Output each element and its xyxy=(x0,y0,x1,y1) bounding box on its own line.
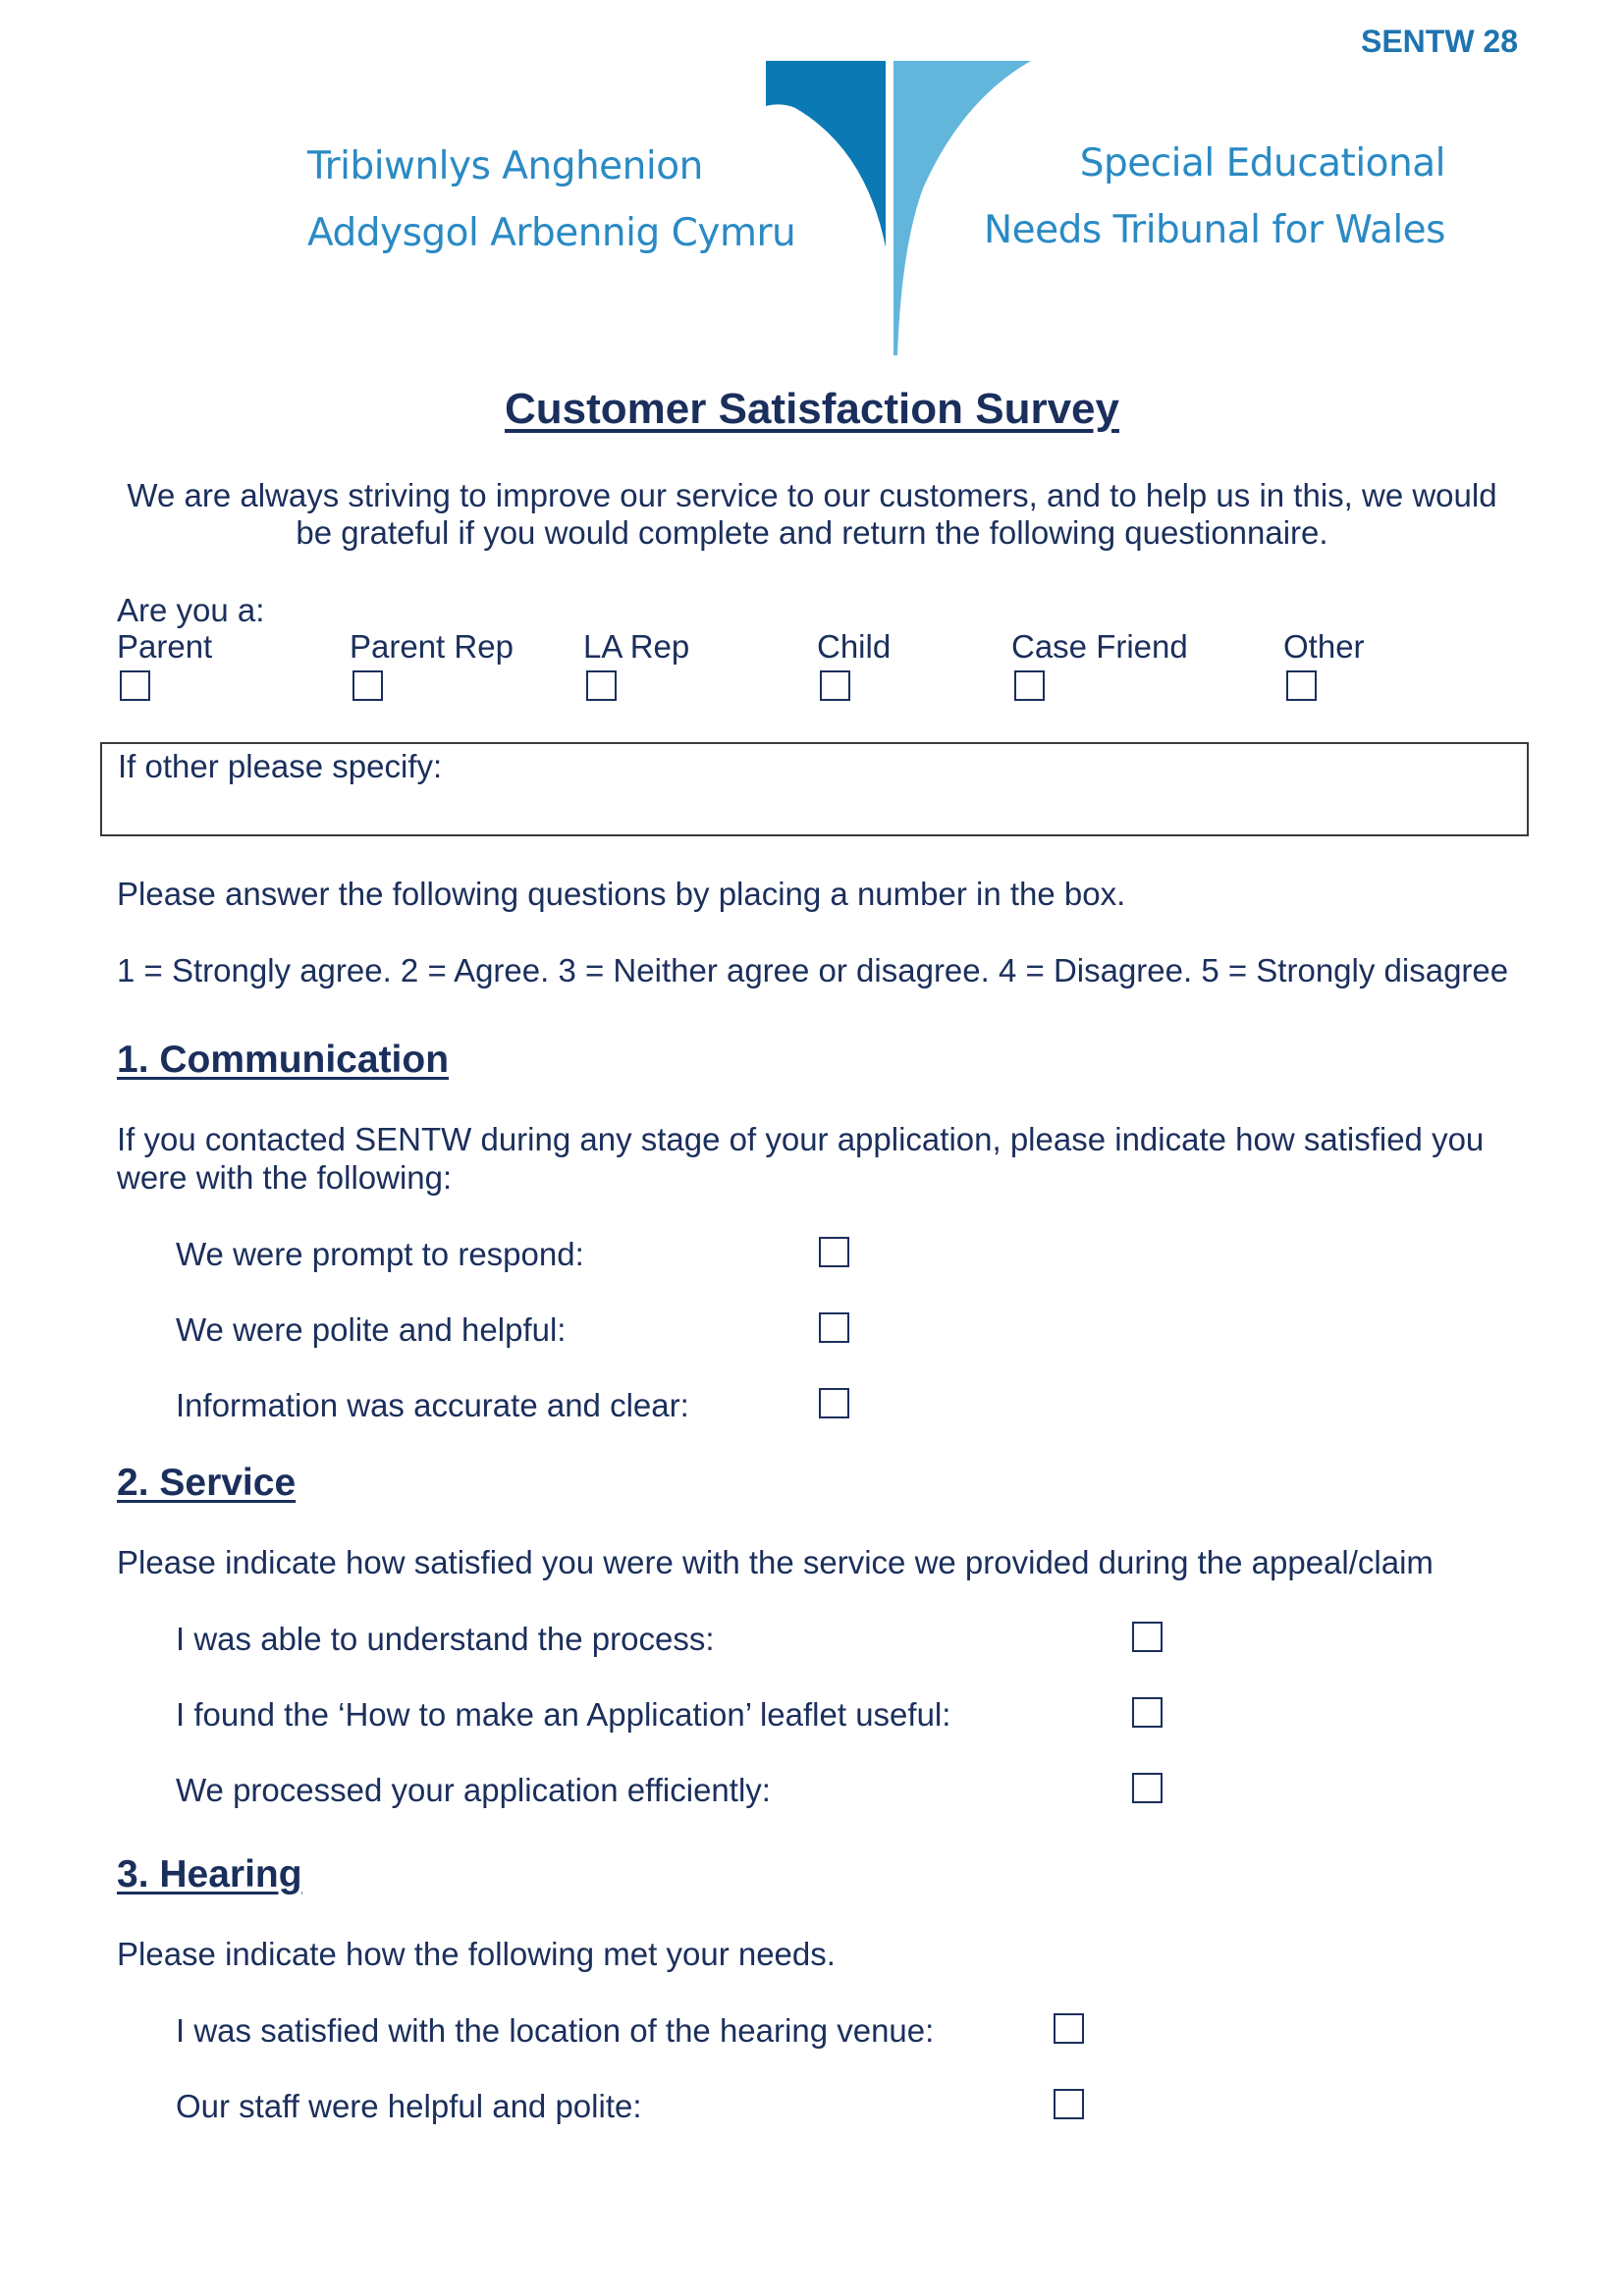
option-label-parent-rep: Parent Rep xyxy=(350,628,514,665)
logo-dark-shape xyxy=(766,61,886,247)
option-checkbox-la-rep[interactable] xyxy=(586,670,617,701)
communication-item-label: Information was accurate and clear: xyxy=(176,1387,689,1423)
option-checkbox-parent-rep[interactable] xyxy=(352,670,383,701)
communication-prompt-line-2: were with the following: xyxy=(117,1159,453,1196)
communication-rating-box-polite[interactable] xyxy=(819,1312,849,1343)
option-label-case-friend: Case Friend xyxy=(1011,628,1188,665)
hearing-rating-box-staff[interactable] xyxy=(1054,2089,1084,2119)
section-heading-service: 2. Service xyxy=(117,1462,297,1504)
instructions-text: Please answer the following questions by placing a number in the box. xyxy=(117,876,1126,912)
service-item-label: I was able to understand the process: xyxy=(176,1621,715,1657)
rating-scale: 1 = Strongly agree. 2 = Agree. 3 = Neither agree or disagree. 4 = Disagree. 5 = Strongly disagree xyxy=(117,952,1509,988)
org-name-english xyxy=(984,131,1445,264)
option-checkbox-parent[interactable] xyxy=(120,670,150,701)
option-checkbox-case-friend[interactable] xyxy=(1014,670,1045,701)
service-rating-box-efficiency[interactable] xyxy=(1132,1773,1163,1803)
service-item-label: We processed your application efficiently: xyxy=(176,1772,771,1808)
section-heading-hearing: 3. Hearing xyxy=(117,1853,302,1896)
communication-rating-box-information[interactable] xyxy=(819,1388,849,1418)
other-specify-box xyxy=(100,742,1529,836)
option-label-la-rep: LA Rep xyxy=(583,628,690,665)
intro-text xyxy=(98,477,1526,552)
org-name-welsh-line1: Tribiwnlys Anghenion xyxy=(307,144,703,188)
hearing-prompt: Please indicate how the following met your needs. xyxy=(117,1936,836,1972)
intro-line-2: be grateful if you would complete and return the following questionnaire. xyxy=(296,514,1328,551)
other-specify-label: If other please specify: xyxy=(118,748,443,784)
option-label-child: Child xyxy=(817,628,892,665)
intro-line-1: We are always striving to improve our service to our customers, and to help us in this, we would xyxy=(127,477,1497,513)
respondent-question: Are you a: xyxy=(117,592,265,628)
option-label-parent: Parent xyxy=(117,628,213,665)
communication-prompt-line-1: If you contacted SENTW during any stage of your application, please indicate how satisfied you xyxy=(117,1121,1485,1157)
hearing-rating-box-location[interactable] xyxy=(1054,2013,1084,2044)
org-name-english-line2: Needs Tribunal for Wales xyxy=(983,208,1445,252)
section-heading-communication: 1. Communication xyxy=(117,1039,450,1081)
service-rating-box-leaflet[interactable] xyxy=(1132,1697,1163,1728)
org-name-english-line1: Special Educational xyxy=(1079,141,1445,186)
communication-rating-box-prompt[interactable] xyxy=(819,1237,849,1267)
hearing-item-label: Our staff were helpful and polite: xyxy=(176,2088,642,2124)
communication-item-label: We were polite and helpful: xyxy=(176,1311,567,1348)
service-prompt: Please indicate how satisfied you were with the service we provided during the appeal/claim xyxy=(117,1544,1434,1580)
communication-item-label: We were prompt to respond: xyxy=(176,1236,584,1272)
page-title: Customer Satisfaction Survey xyxy=(505,385,1119,433)
other-specify-input[interactable] xyxy=(118,787,1506,828)
form-code: SENTW 28 xyxy=(1360,24,1518,59)
org-name-welsh-line2: Addysgol Arbennig Cymru xyxy=(307,211,796,255)
hearing-item-label: I was satisfied with the location of the hearing venue: xyxy=(176,2012,935,2049)
service-item-label: I found the ‘How to make an Application’ leaflet useful: xyxy=(176,1696,951,1733)
option-label-other: Other xyxy=(1283,628,1365,665)
service-rating-box-understand[interactable] xyxy=(1132,1622,1163,1652)
org-name-welsh xyxy=(307,133,795,267)
option-checkbox-child[interactable] xyxy=(820,670,850,701)
option-checkbox-other[interactable] xyxy=(1286,670,1317,701)
